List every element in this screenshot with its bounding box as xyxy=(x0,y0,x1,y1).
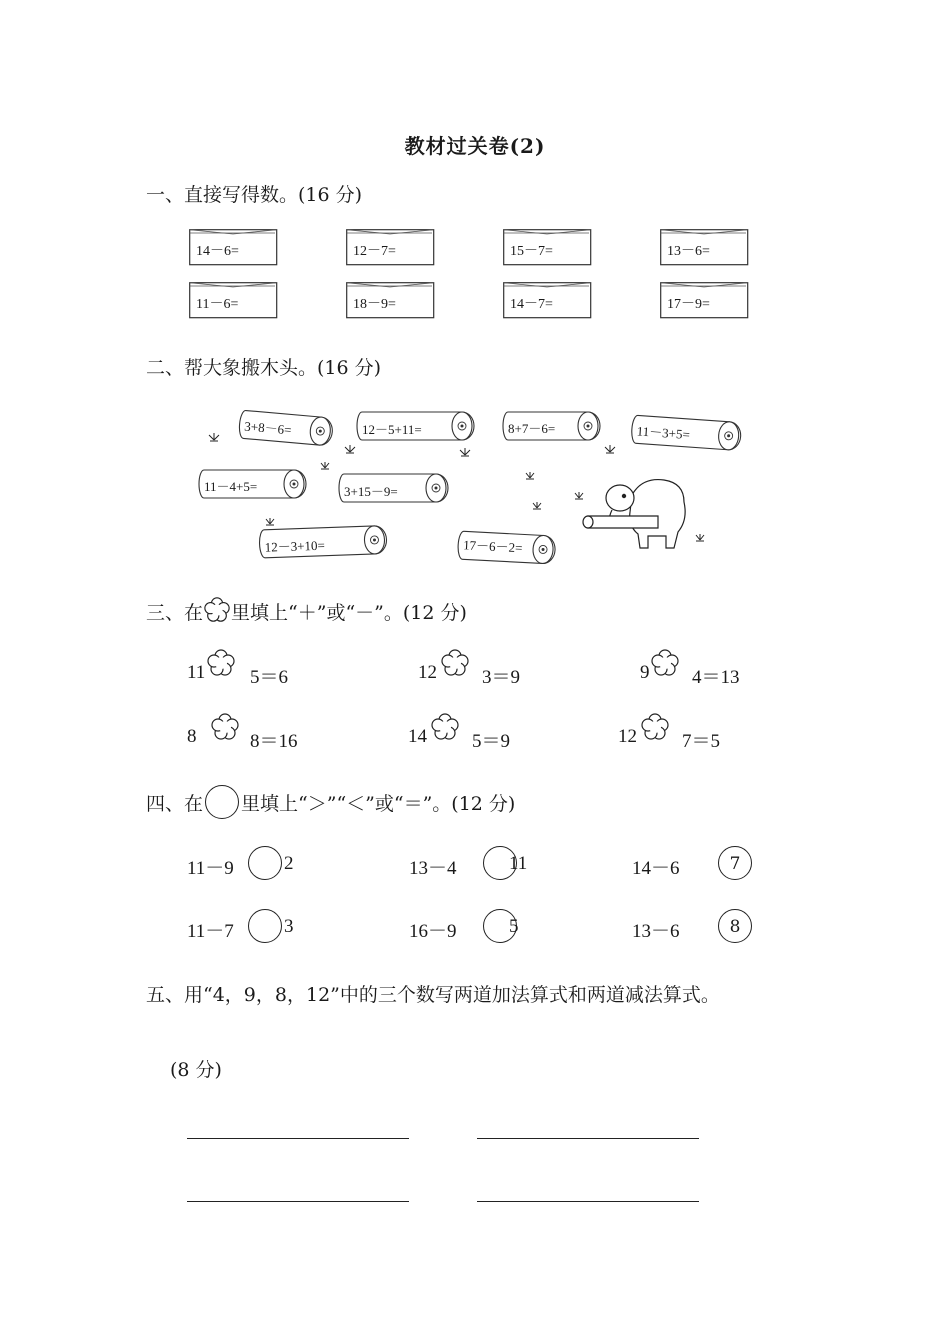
s3-left-6: 12 xyxy=(618,726,637,747)
log-text: 3+15－9= xyxy=(344,484,398,499)
flower-blank-3[interactable] xyxy=(650,648,680,678)
s3-right-3: 4＝13 xyxy=(692,667,740,688)
heading-suffix: 里填上“＞”“＜”或“＝”。(12 分) xyxy=(241,793,516,815)
answer-line-1[interactable] xyxy=(187,1138,409,1139)
flower-blank-6[interactable] xyxy=(640,712,670,742)
s3-left-1: 11 xyxy=(187,662,206,683)
heading-suffix: 里填上“＋”或“－”。(12 分) xyxy=(231,602,467,624)
log-text: 17－6－2= xyxy=(462,537,523,556)
card-text: 11－6= xyxy=(196,297,239,312)
log-text: 8+7－6= xyxy=(508,421,556,436)
flower-blank-2[interactable] xyxy=(440,648,470,678)
answer-line-4[interactable] xyxy=(477,1201,699,1202)
card-text: 15－7= xyxy=(510,244,553,259)
answer-line-2[interactable] xyxy=(477,1138,699,1139)
card-6[interactable] xyxy=(346,282,434,318)
circle-value: 8 xyxy=(729,917,741,937)
card-text: 17－9= xyxy=(667,297,710,312)
s4-right-5: 5 xyxy=(509,916,519,937)
section-2-heading: 二、帮大象搬木头。(16 分) xyxy=(146,357,382,379)
elephant-icon xyxy=(583,480,685,548)
section-5-heading: 五、用“4，9，8，12”中的三个数写两道加法算式和两道减法算式。 xyxy=(146,984,720,1006)
section-5-points: (8 分) xyxy=(170,1059,222,1081)
s4-left-3: 14－6 xyxy=(632,858,680,879)
s4-left-2: 13－4 xyxy=(409,858,457,879)
compare-circle-6[interactable] xyxy=(718,909,752,943)
s3-left-5: 14 xyxy=(408,726,427,747)
card-1[interactable] xyxy=(189,229,277,265)
compare-circle-4[interactable] xyxy=(248,909,282,943)
card-4[interactable] xyxy=(660,229,748,265)
heading-prefix: 四、在 xyxy=(146,793,204,815)
card-8[interactable] xyxy=(660,282,748,318)
s4-left-1: 11－9 xyxy=(187,858,234,879)
flower-icon xyxy=(203,596,231,624)
circle-value: 7 xyxy=(729,854,741,874)
card-7[interactable] xyxy=(503,282,591,318)
answer-line-3[interactable] xyxy=(187,1201,409,1202)
s3-right-4: 8＝16 xyxy=(250,731,298,752)
s3-right-1: 5＝6 xyxy=(250,667,289,688)
s3-right-6: 7＝5 xyxy=(682,731,721,752)
grass-decoration xyxy=(180,400,760,570)
card-text: 14－6= xyxy=(196,244,239,259)
s4-right-1: 2 xyxy=(284,853,294,874)
log-text: 11－4+5= xyxy=(204,479,258,494)
flower-blank-1[interactable] xyxy=(206,648,236,678)
s4-right-4: 3 xyxy=(284,916,294,937)
heading-prefix: 三、在 xyxy=(146,602,204,624)
log-text: 3+8－6= xyxy=(243,418,293,438)
card-text: 14－7= xyxy=(510,297,553,312)
flower-blank-4[interactable] xyxy=(210,712,240,742)
card-2[interactable] xyxy=(346,229,434,265)
circle-icon xyxy=(205,785,239,819)
card-5[interactable] xyxy=(189,282,277,318)
card-text: 12－7= xyxy=(353,244,396,259)
s4-right-2: 11 xyxy=(509,853,528,874)
section-4-heading xyxy=(146,789,515,819)
s4-left-6: 13－6 xyxy=(632,921,680,942)
log-text: 12－5+11= xyxy=(362,422,422,437)
s3-right-5: 5＝9 xyxy=(472,731,511,752)
s3-left-3: 9 xyxy=(640,662,650,683)
compare-circle-3[interactable] xyxy=(718,846,752,880)
card-3[interactable] xyxy=(503,229,591,265)
s3-right-2: 3＝9 xyxy=(482,667,521,688)
compare-circle-1[interactable] xyxy=(248,846,282,880)
card-text: 18－9= xyxy=(353,297,396,312)
log-text: 11－3+5= xyxy=(636,423,691,443)
flower-blank-5[interactable] xyxy=(430,712,460,742)
section-1-heading: 一、直接写得数。(16 分) xyxy=(146,184,363,206)
section-3-heading xyxy=(146,598,467,625)
s4-left-4: 11－7 xyxy=(187,921,234,942)
s3-left-4: 8 xyxy=(187,726,197,747)
log-text: 12－3+10= xyxy=(264,537,326,555)
page-title: 教材过关卷(2) xyxy=(404,134,546,158)
s4-left-5: 16－9 xyxy=(409,921,457,942)
s3-left-2: 12 xyxy=(418,662,437,683)
card-text: 13－6= xyxy=(667,244,710,259)
